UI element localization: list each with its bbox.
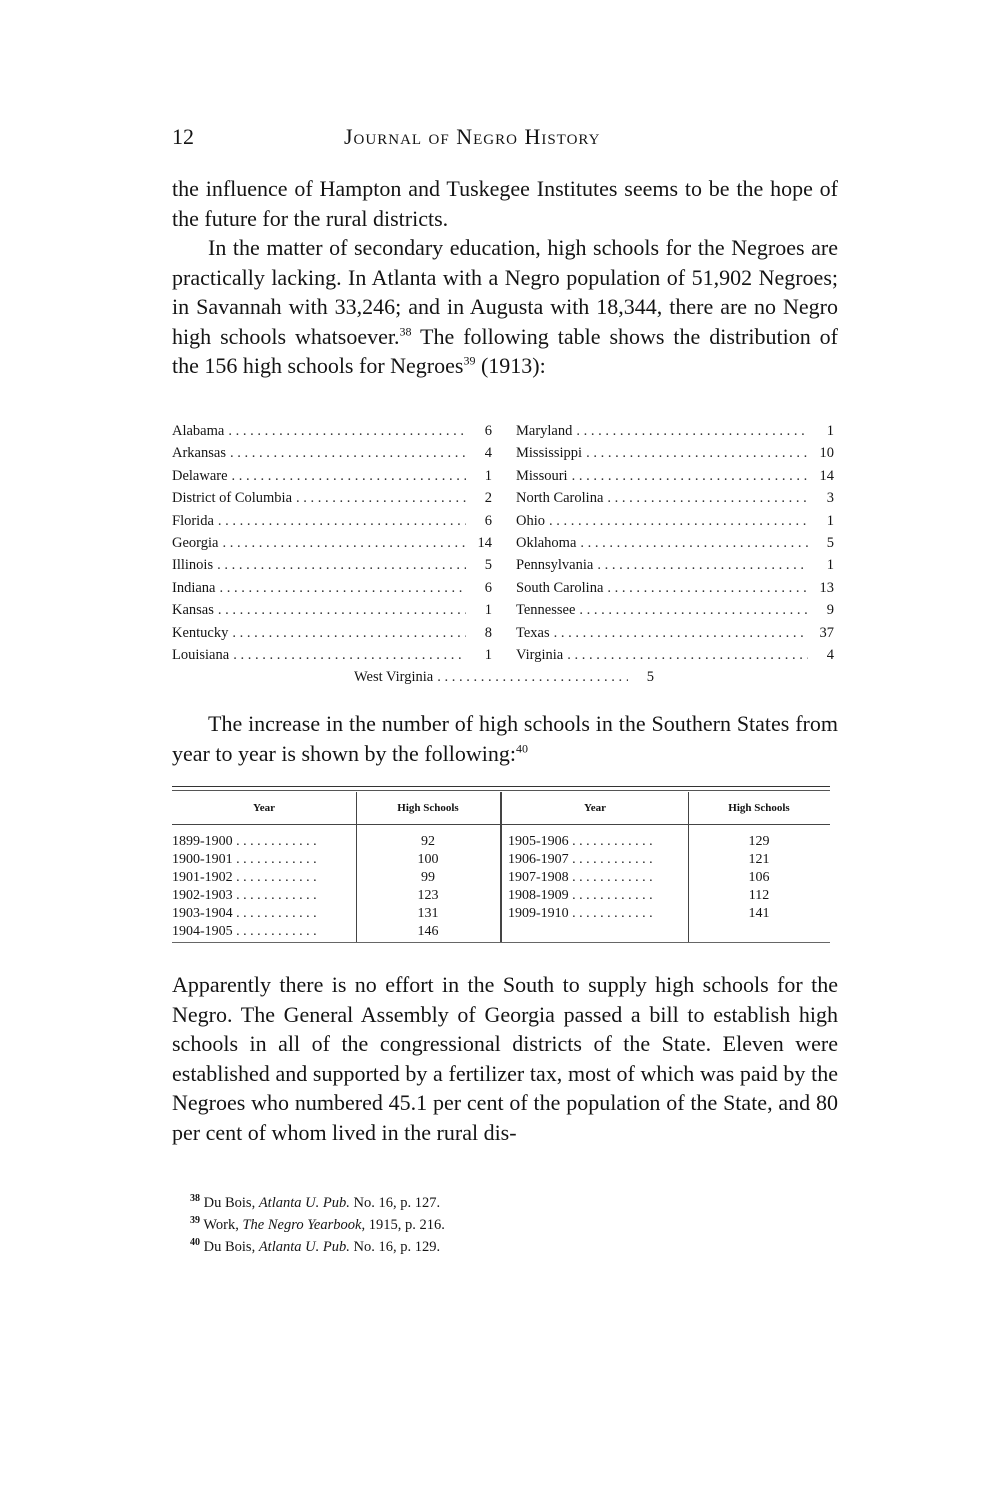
dot-leader [222,535,466,552]
year-cell [508,906,686,922]
year-label: 1899-1900 [172,834,233,849]
dot-leader [218,602,466,619]
state-row [516,423,834,445]
state-count: 2 [484,490,492,507]
page-number: 12 [172,124,194,149]
value-cell: 112 [748,888,770,903]
dot-leader [597,557,808,574]
state-name: Mississippi [516,445,583,462]
dot-leader [607,580,808,597]
value-cell: 123 [417,888,439,903]
column-divider [500,792,502,942]
dot-leader: . . . . . . . . . . . . [232,888,317,903]
state-row [516,580,834,602]
footnote [190,1192,830,1214]
footnote-mark: 39 [190,1215,200,1227]
dot-leader [580,535,808,552]
dot-leader [233,647,466,664]
footnote-title: The Negro Yearbook, [242,1217,366,1233]
year-cell [508,888,686,904]
state-count: 1 [484,467,492,484]
state-name: Pennsylvania [516,557,594,574]
footnote-detail: No. 16, p. 129. [353,1239,441,1255]
dot-leader: . . . . . . . . . . . . [232,852,317,867]
year-cell [172,834,354,850]
dot-leader [230,445,466,462]
state-count: 6 [484,512,492,529]
state-name: Ohio [516,512,545,529]
state-name: Florida [172,512,214,529]
footnote [190,1214,830,1236]
year-label: 1903-1904 [172,906,233,921]
value-cell: 121 [748,852,770,867]
footnote-title: Atlanta U. Pub. [258,1239,350,1255]
state-row [516,647,834,669]
state-count: 1 [826,512,834,529]
state-count: 3 [826,490,834,507]
dot-leader: . . . . . . . . . . . . [232,870,317,885]
value-cell: 92 [421,834,435,849]
state-row [172,468,492,490]
year-cell [172,888,354,904]
footnote-ref: 38 [399,324,412,339]
dot-leader [437,669,628,686]
state-name: Tennessee [516,602,576,619]
paragraph-increase [172,709,838,768]
state-row [172,423,492,445]
dot-leader [217,557,466,574]
state-name: Virginia [516,646,564,663]
paragraph-text: The following table shows the distribution of the 156 high schools for Negroes [172,323,838,378]
state-count: 6 [484,423,492,439]
table-rule [172,942,830,943]
dot-leader: . . . . . . . . . . . . [232,906,317,921]
state-row [172,513,492,535]
column-header: High Schools [397,802,459,814]
state-count: 1 [484,646,492,663]
state-name: Indiana [172,579,216,596]
year-cell [172,870,354,886]
dot-leader [219,580,466,597]
state-name: Kentucky [172,624,229,641]
state-count: 1 [484,602,492,619]
state-row [516,490,834,512]
table-rule [172,790,830,791]
footnote-title: Atlanta U. Pub. [258,1195,350,1211]
dot-leader [579,602,808,619]
value-cell: 129 [748,834,770,849]
year-label: 1906-1907 [508,852,569,867]
state-row [516,468,834,490]
state-name: Texas [516,624,550,641]
state-name: North Carolina [516,490,604,507]
state-name: Kansas [172,602,214,619]
dot-leader [554,625,808,642]
state-count: 13 [819,579,834,596]
year-cell [172,906,354,922]
state-name: Delaware [172,467,228,484]
state-count: 5 [484,557,492,574]
paragraph-text: The increase in the number of high schools in the Southern States from year to year is shown by the following: [172,711,838,766]
state-name: Maryland [516,423,573,439]
year-label: 1901-1902 [172,870,233,885]
footnote-detail: No. 16, p. 127. [353,1195,441,1211]
footnote-author: Du Bois, [203,1195,256,1211]
year-label: 1904-1905 [172,924,233,939]
year-label: 1909-1910 [508,906,569,921]
dot-leader [232,468,466,485]
state-count: 8 [484,624,492,641]
dot-leader: . . . . . . . . . . . . [568,906,653,921]
state-name: Louisiana [172,646,230,663]
state-name: Illinois [172,557,214,574]
state-row [516,513,834,535]
state-name: Missouri [516,467,568,484]
state-count: 6 [484,579,492,596]
year-cell [508,852,686,868]
running-head [172,124,832,158]
footnote-mark: 38 [190,1193,200,1205]
state-name: District of Columbia [172,490,293,507]
year-cell [172,852,354,868]
value-cell: 131 [417,906,439,921]
footnote-ref: 40 [516,741,528,756]
state-count: 5 [826,534,834,551]
state-row [172,602,492,624]
footnote-author: Work, [203,1217,239,1233]
year-cell [172,924,354,940]
dot-leader [549,513,808,530]
dot-leader [572,468,808,485]
state-count: 4 [826,646,834,663]
state-column-right [516,423,834,669]
state-row [516,445,834,467]
state-count: 9 [826,602,834,619]
state-name: Alabama [172,423,225,439]
state-row [516,557,834,579]
state-count: 4 [484,445,492,462]
dot-leader: . . . . . . . . . . . . [568,888,653,903]
year-label: 1900-1901 [172,852,233,867]
state-row-centered [354,669,654,686]
table-rule [172,786,830,787]
dot-leader [218,513,466,530]
year-label: 1907-1908 [508,870,569,885]
state-count: 37 [819,624,834,641]
state-count: 1 [826,423,834,439]
value-cell: 146 [417,924,439,939]
paragraph-georgia: Apparently there is no effort in the South to supply high schools for the Negro. The General Assembly of Georgia passed a bill to establish high schools in all of the congressional districts of the State. Eleven were established and supported by a fertilizer tax, most of which was paid by the Negroes who numbered 45.1 per cent of the population of the State, and 80 per cent of whom lived in the rural dis- [172,972,838,1145]
value-cell: 106 [748,870,770,885]
state-row [516,535,834,557]
high-schools-by-year-table [172,786,830,944]
state-row [172,625,492,647]
footnote-detail: 1915, p. 216. [368,1217,445,1233]
year-label: 1908-1909 [508,888,569,903]
dot-leader [296,490,466,507]
dot-leader: . . . . . . . . . . . . [232,834,317,849]
footnote-author: Du Bois, [203,1239,256,1255]
state-name: Oklahoma [516,534,577,551]
column-header: High Schools [728,802,790,814]
state-row [172,535,492,557]
paragraph-secondary-education [172,233,838,381]
dot-leader [607,490,808,507]
state-column-left [172,423,492,669]
value-cell: 99 [421,870,435,885]
state-count: 5 [646,669,654,685]
dot-leader [232,625,466,642]
paragraph-text: In the matter of secondary education, high schools for the Negroes are practically lacking. In Atlanta with a Negro population of 51,902 Negroes; in Savannah with 33,246; and in Augusta with 18,344, there are no Negro high schools whatsoever. [172,235,838,349]
year-cell [508,834,686,850]
state-row [172,557,492,579]
state-name: Georgia [172,534,219,551]
value-cell: 141 [748,906,770,921]
state-row [516,625,834,647]
footnote [190,1236,830,1258]
state-name: Arkansas [172,445,226,462]
state-row [172,490,492,512]
dot-leader [228,423,466,440]
footnote-mark: 40 [190,1237,200,1249]
state-count: 14 [819,467,834,484]
dot-leader: . . . . . . . . . . . . [568,852,653,867]
paragraph-text: (1913): [475,353,546,378]
dot-leader [586,445,808,462]
year-label: 1905-1906 [508,834,569,849]
paragraph-continuation: the influence of Hampton and Tuskegee Institutes seems to be the hope of the future for the rural districts. [172,176,838,231]
dot-leader [576,423,808,440]
column-header: Year [584,802,606,814]
dot-leader: . . . . . . . . . . . . [568,834,653,849]
value-cell: 100 [417,852,439,867]
state-row [172,647,492,669]
year-label: 1902-1903 [172,888,233,903]
state-name: West Virginia [354,669,434,685]
state-row [172,580,492,602]
footnotes [190,1192,830,1258]
state-name: South Carolina [516,579,604,596]
state-row [516,602,834,624]
footnote-ref: 39 [463,353,476,368]
state-count: 1 [826,557,834,574]
dot-leader [567,647,808,664]
state-count: 10 [819,445,834,462]
state-row [172,445,492,467]
dot-leader: . . . . . . . . . . . . [232,924,317,939]
state-count: 14 [477,534,492,551]
journal-title: Journal of Negro History [344,124,601,149]
dot-leader: . . . . . . . . . . . . [568,870,653,885]
column-header: Year [253,802,275,814]
year-cell [508,870,686,886]
